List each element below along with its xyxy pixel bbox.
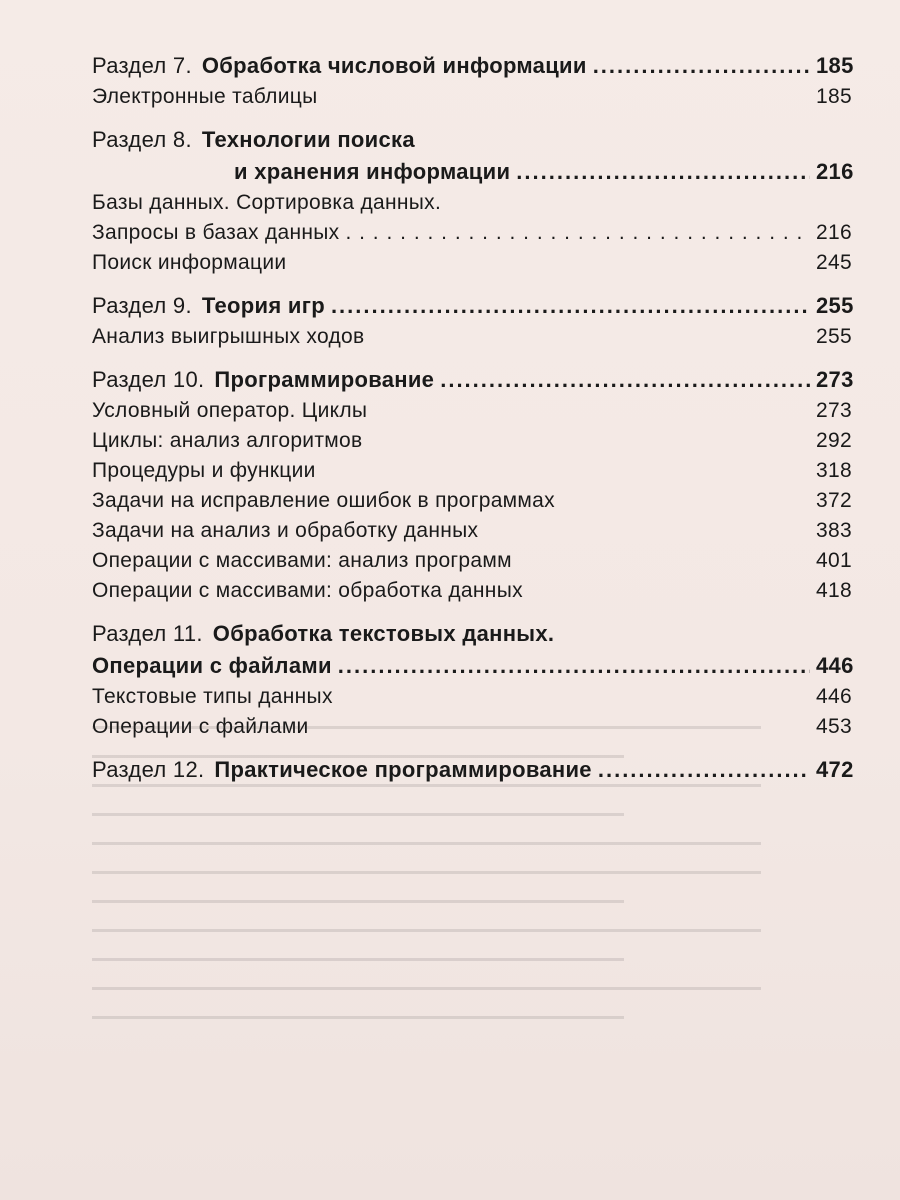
dot-leader (593, 50, 810, 82)
dot-leader (598, 754, 810, 786)
entry-page: 245 (816, 251, 852, 274)
entry-page: 273 (816, 399, 852, 422)
dot-leader (338, 650, 810, 682)
toc-entry (92, 682, 850, 712)
section-title: Практическое программирование (214, 757, 592, 782)
entry-page: 318 (816, 459, 852, 482)
toc-entry (92, 248, 850, 278)
section-page: 216 (816, 159, 854, 184)
section-page: 255 (816, 293, 854, 318)
section-title: Программирование (214, 367, 435, 392)
toc-section-header-continued (92, 650, 854, 682)
toc-entry (92, 712, 850, 742)
toc-entry (92, 322, 850, 352)
toc-section-11 (92, 618, 854, 742)
entry-page: 216 (816, 221, 852, 244)
toc-section-8 (92, 124, 854, 278)
toc-section-header (92, 364, 854, 396)
entry-title: Электронные таблицы (92, 85, 318, 108)
entry-title: Процедуры и функции (92, 459, 316, 482)
dot-leader (516, 156, 810, 188)
section-title-continued: Операции с файлами (92, 653, 332, 678)
entry-page: 446 (816, 685, 852, 708)
toc-entry (92, 456, 850, 486)
toc-section-header (92, 290, 854, 322)
dot-leader (345, 218, 810, 248)
section-label: Раздел 10. (92, 367, 205, 392)
entry-title: Операции с массивами: обработка данных (92, 579, 523, 602)
section-page: 273 (816, 367, 854, 392)
entry-title: Текстовые типы данных (92, 685, 333, 708)
entry-page: 292 (816, 429, 852, 452)
dot-leader (440, 364, 810, 396)
entry-page: 185 (816, 85, 852, 108)
section-title-continued: и хранения информации (234, 159, 511, 184)
entry-title: Поиск информации (92, 251, 287, 274)
toc-entry (92, 218, 850, 248)
entry-page: 453 (816, 715, 852, 738)
entry-title: Запросы в базах данных (92, 221, 340, 244)
toc-section-header (92, 124, 850, 156)
entry-title: Циклы: анализ алгоритмов (92, 429, 363, 452)
entry-page: 255 (816, 325, 852, 348)
entry-page: 372 (816, 489, 852, 512)
section-page: 185 (816, 53, 854, 78)
entry-title: Задачи на анализ и обработку данных (92, 519, 479, 542)
entry-title: Анализ выигрышных ходов (92, 325, 365, 348)
section-title: Теория игр (201, 293, 325, 318)
entry-page: 401 (816, 549, 852, 572)
toc-section-header (92, 618, 850, 650)
entry-title: Условный оператор. Циклы (92, 399, 368, 422)
toc-entry (92, 188, 850, 218)
toc-entry (92, 516, 850, 546)
section-label: Раздел 7. (92, 53, 192, 78)
entry-title: Базы данных. Сортировка данных. (92, 191, 442, 214)
entry-title: Операции с массивами: анализ программ (92, 549, 512, 572)
toc-section-header-continued (92, 156, 854, 188)
toc-section-12 (92, 754, 854, 786)
entry-title: Операции с файлами (92, 715, 309, 738)
section-label: Раздел 12. (92, 757, 205, 782)
toc-entry (92, 82, 850, 112)
section-title: Обработка числовой информации (201, 53, 587, 78)
toc-entry (92, 396, 850, 426)
toc-section-header (92, 50, 854, 82)
entry-page: 418 (816, 579, 852, 602)
section-label: Раздел 11. (92, 621, 203, 646)
section-page: 472 (816, 757, 854, 782)
toc-entry (92, 576, 850, 606)
section-page: 446 (816, 653, 854, 678)
toc-entry (92, 546, 850, 576)
toc-section-9 (92, 290, 854, 352)
table-of-contents (92, 50, 854, 798)
toc-section-header (92, 754, 854, 786)
toc-section-10 (92, 364, 854, 606)
entry-title: Задачи на исправление ошибок в программах (92, 489, 555, 512)
entry-page: 383 (816, 519, 852, 542)
toc-entry (92, 486, 850, 516)
dot-leader (331, 290, 810, 322)
toc-section-7 (92, 50, 854, 112)
section-label: Раздел 9. (92, 293, 192, 318)
toc-entry (92, 426, 850, 456)
section-label: Раздел 8. (92, 127, 192, 152)
section-title: Технологии поиска (201, 127, 415, 152)
section-title: Обработка текстовых данных. (212, 621, 555, 646)
